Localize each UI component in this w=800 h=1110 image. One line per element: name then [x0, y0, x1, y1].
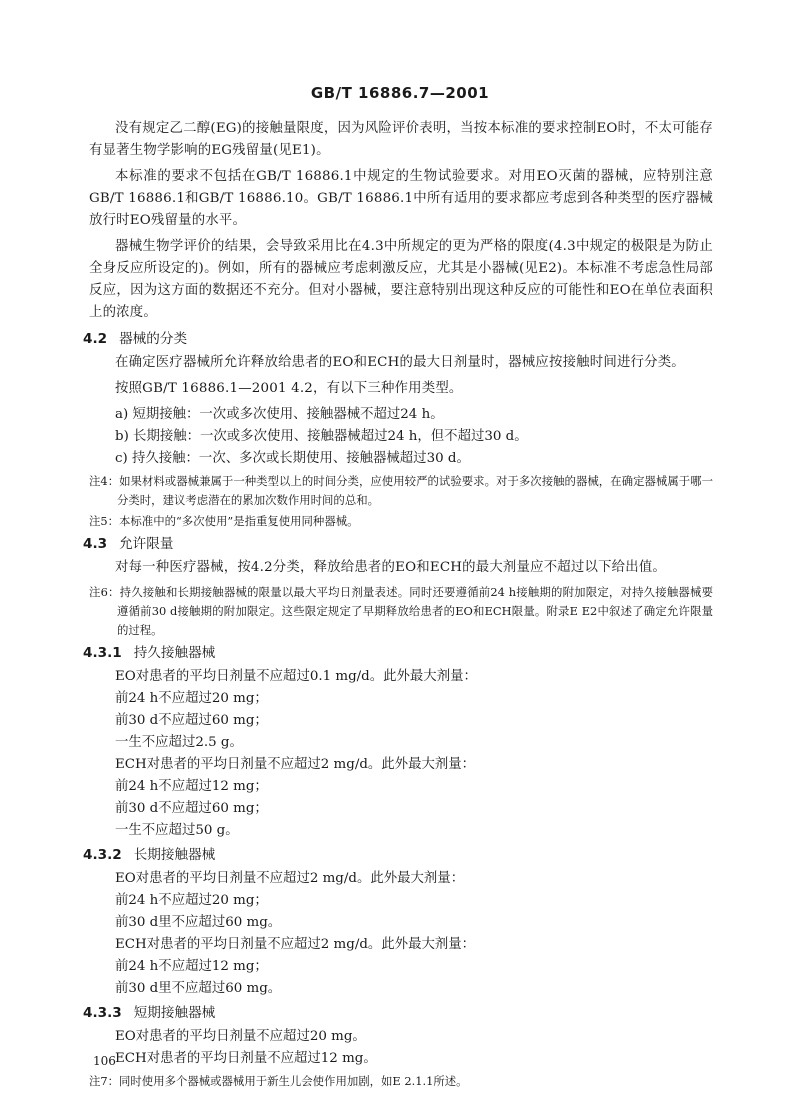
paragraph-eg: 没有规定乙二醇(EG)的接触量限度，因为风险评价表明，当按本标准的要求控制EO时，不太可能存有显著生物学影响的EG残留量(见E1)。 [89, 121, 713, 158]
section-title: 短期接触器械 [133, 1005, 216, 1021]
document-body [83, 118, 713, 1093]
limit-line: 一生不应超过50 g。 [115, 823, 239, 838]
section-number: 4.3.1 [83, 645, 122, 661]
s42-intro1: 在确定医疗器械所允许释放给患者的EO和ECH的最大日剂量时，器械应按接触时间进行分类。 [115, 355, 685, 370]
s42-intro2: 按照GB/T 16886.1—2001 4.2，有以下三种作用类型。 [115, 381, 463, 396]
note-5: 注5：本标准中的“多次使用”是指重复使用同种器械。 [89, 514, 359, 528]
section-4-2-heading [83, 328, 713, 350]
limit-line: ECH对患者的平均日剂量不应超过2 mg/d。此外最大剂量： [115, 937, 476, 952]
section-4-3-1-heading [83, 642, 713, 664]
limit-line: ECH对患者的平均日剂量不应超过12 mg。 [115, 1051, 377, 1066]
limit-line: 前24 h不应超过20 mg； [115, 691, 268, 706]
section-number: 4.3.3 [83, 1005, 122, 1021]
limit-line: 前24 h不应超过12 mg； [115, 779, 268, 794]
section-number: 4.3 [83, 536, 108, 552]
section-4-3-heading [83, 533, 713, 555]
limit-line: ECH对患者的平均日剂量不应超过2 mg/d。此外最大剂量： [115, 757, 476, 772]
s43-intro: 对每一种医疗器械，按4.2分类，释放给患者的EO和ECH的最大剂量应不超过以下给出值。 [115, 560, 667, 575]
limit-line: 前24 h不应超过20 mg； [115, 893, 268, 908]
section-number: 4.3.2 [83, 847, 122, 863]
paragraph-evaluation: 器械生物学评价的结果，会导致采用比在4.3中所规定的更为严格的限度(4.3中规定的极限是为防止全身反应所设定的)。例如，所有的器械应考虑刺激反应，尤其是小器械(见E2)。本标准不考虑急性局部反应，因为这方面的数据还不充分。但对小器械，要注意特别出现这种反应的可能性和EO在单位表面积上的浓度。 [89, 239, 713, 320]
section-number: 4.2 [83, 331, 108, 347]
limit-line: EO对患者的平均日剂量不应超过0.1 mg/d。此外最大剂量： [115, 669, 477, 684]
list-item: b) 长期接触：一次或多次使用、接触器械超过24 h，但不超过30 d。 [115, 429, 528, 444]
section-4-3-3-heading [83, 1002, 713, 1024]
limit-line: 前30 d不应超过60 mg； [115, 801, 268, 816]
limit-line: 前30 d不应超过60 mg； [115, 713, 268, 728]
section-title: 长期接触器械 [133, 847, 216, 863]
note-6: 注6：持久接触和长期接触器械的限量以最大平均日剂量表述。同时还要遵循前24 h接触期的附加限定，对持久接触器械要遵循前30 d接触期的附加限定。这些限定规定了早期释放给患者的EO和ECH限量。附录E E2中叙述了确定允许限量的过程。 [89, 585, 713, 637]
page-number: 106 [93, 1054, 116, 1068]
note-4: 注4：如果材料或器械兼属于一种类型以上的时间分类，应使用较严的试验要求。对于多次接触的器械，在确定器械属于哪一分类时，建议考虑潜在的累加次数作用时间的总和。 [89, 474, 713, 507]
section-title: 允许限量 [119, 536, 174, 552]
section-title: 器械的分类 [119, 331, 188, 347]
section-4-3-2-heading [83, 844, 713, 866]
standard-header: GB/T 16886.7—2001 [310, 84, 490, 102]
limit-line: 一生不应超过2.5 g。 [115, 735, 243, 750]
note-7: 注7：同时使用多个器械或器械用于新生儿会使作用加剧，如E 2.1.1所述。 [89, 1074, 468, 1088]
list-item: c) 持久接触：一次、多次或长期使用、接触器械超过30 d。 [115, 451, 470, 466]
list-item: a) 短期接触：一次或多次使用、接触器械不超过24 h。 [115, 407, 444, 422]
limit-line: 前30 d里不应超过60 mg。 [115, 915, 282, 930]
paragraph-bio-tests: 本标准的要求不包括在GB/T 16886.1中规定的生物试验要求。对用EO灭菌的器械，应特别注意GB/T 16886.1和GB/T 16886.10。GB/T 16886.1中所有适用的要求都应考虑到各种类型的医疗器械放行时EO残留量的水平。 [89, 169, 713, 228]
limit-line: EO对患者的平均日剂量不应超过2 mg/d。此外最大剂量： [115, 871, 465, 886]
limit-line: EO对患者的平均日剂量不应超过20 mg。 [115, 1029, 366, 1044]
section-title: 持久接触器械 [133, 645, 216, 661]
limit-line: 前30 d里不应超过60 mg。 [115, 981, 282, 996]
limit-line: 前24 h不应超过12 mg； [115, 959, 268, 974]
